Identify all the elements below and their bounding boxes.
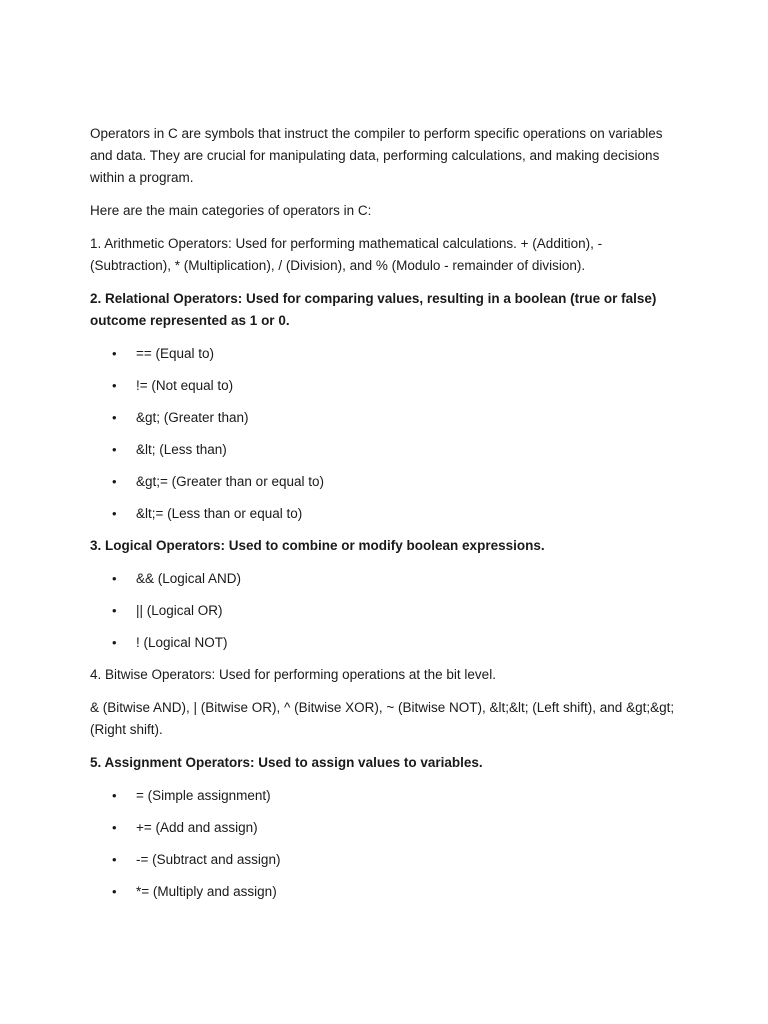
list-item [90, 503, 680, 525]
list-item [90, 375, 680, 397]
list-item-text: == (Equal to) [136, 346, 215, 361]
bullet-icon: • [112, 442, 117, 457]
list-item [90, 632, 680, 654]
list-item [90, 817, 680, 839]
logical-operators-list [90, 568, 680, 654]
list-item [90, 343, 680, 365]
list-item-text: &gt;= (Greater than or equal to) [136, 474, 324, 489]
arithmetic-operators-paragraph: 1. Arithmetic Operators: Used for performing mathematical calculations. + (Addition), - (Subtraction), * (Multiplication), / (Division), and % (Modulo - remainder of division). [90, 236, 603, 273]
assignment-operators-list [90, 785, 680, 903]
list-item-text: &lt;= (Less than or equal to) [136, 506, 303, 521]
bitwise-operators-heading: 4. Bitwise Operators: Used for performing operations at the bit level. [90, 667, 496, 682]
list-item-text: &lt; (Less than) [136, 442, 227, 457]
bullet-icon: • [112, 603, 117, 618]
list-item [90, 568, 680, 590]
logical-operators-heading: 3. Logical Operators: Used to combine or modify boolean expressions. [90, 538, 545, 553]
list-item [90, 600, 680, 622]
list-item [90, 439, 680, 461]
bullet-icon: • [112, 571, 117, 586]
list-item-text: *= (Multiply and assign) [136, 884, 277, 899]
categories-heading: Here are the main categories of operators in C: [90, 203, 372, 218]
list-item-text: && (Logical AND) [136, 571, 242, 586]
list-item [90, 785, 680, 807]
assignment-operators-heading: 5. Assignment Operators: Used to assign values to variables. [90, 755, 483, 770]
bullet-icon: • [112, 346, 117, 361]
list-item-text: = (Simple assignment) [136, 788, 271, 803]
bitwise-operators-paragraph: & (Bitwise AND), | (Bitwise OR), ^ (Bitwise XOR), ~ (Bitwise NOT), &lt;&lt; (Left shift), and &gt;&gt; (Right shift). [90, 700, 675, 737]
intro-paragraph: Operators in C are symbols that instruct the compiler to perform specific operations on variables and data. They are crucial for manipulating data, performing calculations, and making decisions within a program. [90, 126, 663, 185]
list-item [90, 881, 680, 903]
list-item [90, 849, 680, 871]
bullet-icon: • [112, 788, 117, 803]
bullet-icon: • [112, 820, 117, 835]
bullet-icon: • [112, 506, 117, 521]
list-item-text: -= (Subtract and assign) [136, 852, 281, 867]
list-item-text: ! (Logical NOT) [136, 635, 228, 650]
list-item-text: += (Add and assign) [136, 820, 258, 835]
list-item [90, 471, 680, 493]
bullet-icon: • [112, 884, 117, 899]
bullet-icon: • [112, 378, 117, 393]
bullet-icon: • [112, 852, 117, 867]
list-item-text: &gt; (Greater than) [136, 410, 249, 425]
relational-operators-heading: 2. Relational Operators: Used for comparing values, resulting in a boolean (true or false) outcome represented as 1 or 0. [90, 291, 657, 328]
bullet-icon: • [112, 410, 117, 425]
list-item-text: != (Not equal to) [136, 378, 234, 393]
relational-operators-list [90, 343, 680, 525]
bullet-icon: • [112, 474, 117, 489]
document-page [90, 123, 680, 913]
bullet-icon: • [112, 635, 117, 650]
list-item [90, 407, 680, 429]
list-item-text: || (Logical OR) [136, 603, 223, 618]
